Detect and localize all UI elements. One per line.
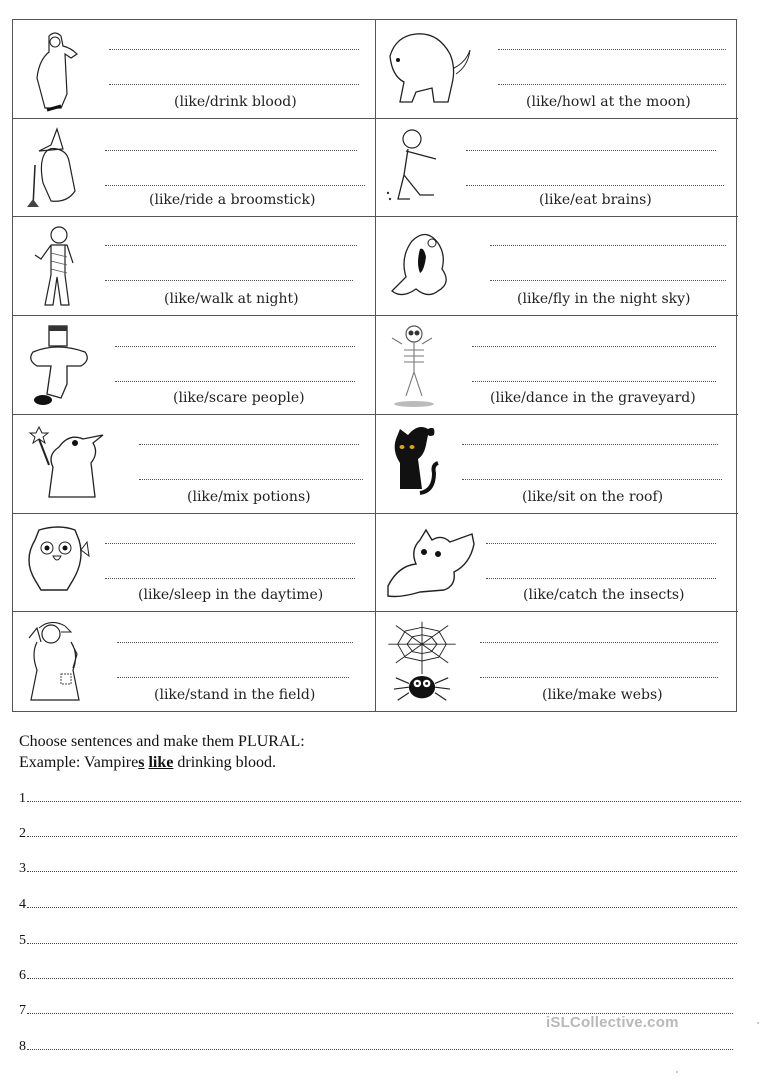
answer-row-7[interactable]: 7 <box>19 1002 733 1019</box>
answer-line-1[interactable] <box>480 642 718 643</box>
cell-owl <box>13 514 376 613</box>
exercise-table <box>12 19 737 712</box>
cell-mummy <box>13 217 376 316</box>
prompt-text: (like/stand in the field) <box>154 687 316 703</box>
cell-ghost <box>376 217 738 316</box>
spider-web-icon <box>382 618 462 704</box>
answer-row-3[interactable]: 3 <box>19 860 737 877</box>
answer-line-2[interactable] <box>462 479 722 480</box>
example-sentence: Example: Vampires like drinking blood. <box>19 754 277 771</box>
answer-line-1[interactable] <box>462 444 718 445</box>
prompt-text: (like/catch the insects) <box>523 587 685 604</box>
black-cat-icon <box>382 421 462 507</box>
watermark: iSLCollective.com <box>546 1014 679 1031</box>
prompt-text: (like/make webs) <box>542 687 663 703</box>
prompt-text: (like/walk at night) <box>164 291 299 308</box>
answer-line-1[interactable] <box>486 543 716 544</box>
answer-line-1[interactable] <box>498 49 726 50</box>
speck <box>676 1071 678 1073</box>
cell-witch <box>13 119 376 218</box>
cell-werewolf <box>376 20 738 119</box>
prompt-text: (like/ride a broomstick) <box>149 192 316 209</box>
answer-line-2[interactable] <box>490 280 726 281</box>
cell-spider <box>376 612 738 711</box>
answer-line-1[interactable] <box>109 49 359 50</box>
skeleton-icon <box>382 322 462 408</box>
scarecrow-icon <box>19 618 99 704</box>
answer-row-2[interactable]: 2 <box>19 825 737 842</box>
answer-line-1[interactable] <box>115 346 355 347</box>
answer-line-1[interactable] <box>105 543 355 544</box>
prompt-text: (like/mix potions) <box>187 488 311 505</box>
prompt-text: (like/fly in the night sky) <box>517 291 691 308</box>
answer-line-1[interactable] <box>105 150 357 151</box>
speck <box>757 1022 759 1024</box>
frankenstein-icon <box>19 322 99 408</box>
answer-line-2[interactable] <box>486 578 716 579</box>
answer-line-1[interactable] <box>472 346 716 347</box>
answer-line-1[interactable] <box>139 444 359 445</box>
instructions <box>19 731 305 773</box>
prompt-text: (like/eat brains) <box>539 192 652 209</box>
wizard-icon <box>19 421 119 507</box>
prompt-text: (like/scare people) <box>173 389 305 406</box>
answer-line-2[interactable] <box>466 185 724 186</box>
answer-line-1[interactable] <box>466 150 716 151</box>
answer-line-1[interactable] <box>490 245 726 246</box>
cell-skeleton <box>376 316 738 415</box>
bat-icon <box>382 520 482 606</box>
ghost-icon <box>382 223 462 309</box>
answer-row-8[interactable]: 8 <box>19 1038 733 1055</box>
cell-black-cat <box>376 415 738 514</box>
answer-line-2[interactable] <box>115 381 355 382</box>
cell-scarecrow <box>13 612 376 711</box>
cell-zombie <box>376 119 738 218</box>
answer-line-2[interactable] <box>109 84 359 85</box>
answer-line-2[interactable] <box>480 677 718 678</box>
answer-line-2[interactable] <box>139 479 363 480</box>
answer-line-2[interactable] <box>472 381 716 382</box>
prompt-text: (like/dance in the graveyard) <box>490 389 696 406</box>
cell-bat <box>376 514 738 613</box>
cell-wizard <box>13 415 376 514</box>
prompt-text: (like/sit on the roof) <box>522 488 664 505</box>
vampire-icon <box>19 26 99 112</box>
prompt-text: (like/drink blood) <box>174 93 297 110</box>
answer-line-2[interactable] <box>105 185 365 186</box>
prompt-text: (like/howl at the moon) <box>526 93 691 110</box>
prompt-text: (like/sleep in the daytime) <box>138 587 324 604</box>
answer-row-6[interactable]: 6 <box>19 967 733 984</box>
answer-line-2[interactable] <box>105 578 355 579</box>
mummy-icon <box>19 223 99 309</box>
answer-line-2[interactable] <box>498 84 726 85</box>
zombie-icon <box>382 125 462 211</box>
witch-icon <box>19 125 99 211</box>
instruction-text: Choose sentences and make them PLURAL: <box>19 733 305 750</box>
answer-row-5[interactable]: 5 <box>19 932 737 949</box>
answer-line-2[interactable] <box>105 280 353 281</box>
answer-line-1[interactable] <box>105 245 357 246</box>
answer-line-1[interactable] <box>117 642 353 643</box>
owl-icon <box>19 520 99 606</box>
answer-row-4[interactable]: 4 <box>19 896 737 913</box>
answer-row-1[interactable]: 1 <box>19 790 741 807</box>
cell-frankenstein <box>13 316 376 415</box>
werewolf-icon <box>382 26 482 112</box>
cell-vampire <box>13 20 376 119</box>
answer-line-2[interactable] <box>117 677 349 678</box>
